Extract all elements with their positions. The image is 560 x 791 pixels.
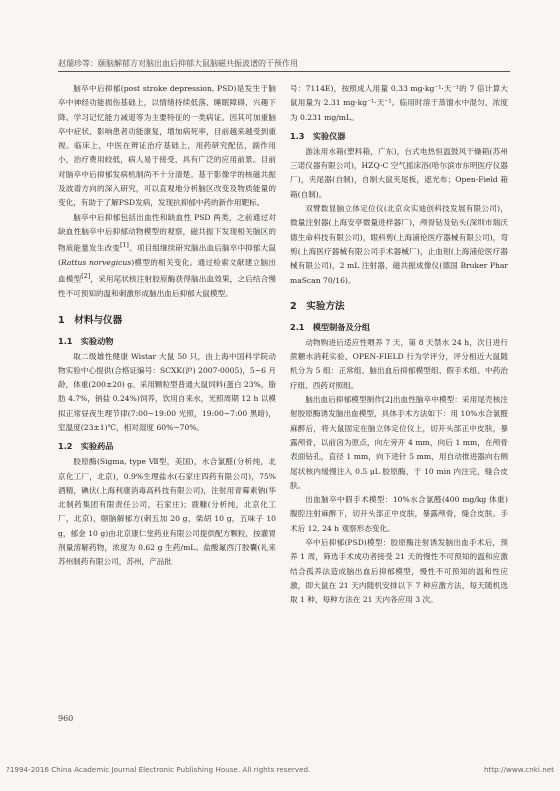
intro-p2-text-d: ，采用尾状核注射胶原酶获得脑出血效果，之后结合慢性不可预知的温和刺激形成脑出血后抑郁大鼠模型。 [58,274,277,299]
intro-p2-text-a: 脑卒中后抑郁包括出血性和缺血性 PSD 两类，之前通过对缺血性脑卒中后抑郁动物模型的观察，磁共振下发现相关脑区的物质能量发生改变 [58,212,276,253]
running-header: 赵瑞珍等：颐脑解郁方对脑出血后抑郁大鼠脑磁共振波谱的干预作用 [58,59,298,68]
header-rule [58,71,510,72]
instruments-paragraph-2: 双臂数显脑立体定位仪(北京众实迪创科技发展有限公司)，微量注射器(上海安亭微量进样器厂)，颅骨钻及钻头(深圳市瑞沃德生命科技有限公司)，眼科剪(上海浦伦医疗器械有限公司)，弯剪(上海医疗器械有限公司手术器械厂)，止血钳(上海浦伦医疗器械有限公司)，2 mL 注射器，磁共振成像仪(德国 Bruker PharmaScan 70/16)。 [290,204,508,285]
subsection-heading-drugs: 1.2 实验药品 [58,441,114,452]
intro-p2-text-c: )模型的相关变化。通过检索文献建立脑出血模型 [58,258,276,284]
footer-copyright: ?1994-2016 China Academic Journal Electronic Publishing House. All rights reserved. [6,765,311,774]
citation-2: [2] [81,273,91,281]
left-column [58,82,276,570]
right-column [290,82,508,608]
animals-paragraph: 取二级雄性健康 Wistar 大鼠 50 只，由上海中国科学院动物实验中心提供(合格证编号：SCXK(沪) 2007-0005)，5~6 月龄，体重(200±20) g。采用颗粒型普通大鼠饲料(蛋白 23%，脂肪 4.7%，钠盐 0.24%)饲养，饮用自来水，光照周期 12 h 以模拟正常昼夜生理节律(7:00~19:00 光照，19:00~7:00 黑暗)，室温度(23±1)℃，相对湿度 60%~70%。 [58,351,276,432]
subsection-heading-animals: 1.1 实验动物 [58,335,114,346]
citation-1: [1] [119,242,129,250]
subsection-heading-model: 2.1 模型制备及分组 [290,321,371,332]
section-heading-methods: 2 实验方法 [290,300,345,312]
intro-paragraph-2 [58,211,276,302]
subsection-heading-instruments: 1.3 实验仪器 [290,130,346,141]
species-name: Rattus norvegicus [60,258,132,268]
model-paragraph-1: 动物购进后适应性喂养 7 天，第 8 天禁水 24 h，次日进行蔗糖水消耗实验、OPEN-FIELD 行为学评分，评分相近大鼠随机分为 5 组：正常组、脑出血后抑郁模型组、假手术组、中药治疗组、西药对照组。 [290,337,508,390]
model-paragraph-3: 出血脑卒中假手术模型：10%水合氯醛(400 mg/kg 体重)腹腔注射麻醉下，切开头部正中皮肤，暴露颅骨，缝合皮肤。手术后 12, 24 h 观察形态变化。 [290,495,508,533]
drugs-paragraph: 胶原酶(Sigma, type Ⅶ型，美国)，水合氯醛(分析纯，北京化工厂，北京)，0.9%生理盐水(石家庄四药有限公司)，75%酒精，碘伏(上海利康消毒高科技有限公司)，注射用青霉素钠(华北制药集团有限责任公司，石家庄)；鹿糠(分析纯，北京化工厂，北京)，颐脑解郁方(刺五加 20 g，柴胡 10 g，五味子 10 g，郁金 10 g)由北京康仁堂药业有限公司提供配方颗粒，按灌胃剂量溶解药物，浓度为 0.62 g 生药/mL。盐酸氟西汀胶囊(礼来苏州制药有限公司，苏州，产品批 [58,457,276,567]
model-paragraph-2: 脑出血后抑郁模型制作[2]出血性脑卒中模型：采用尾壳核注射胶原酶诱发脑出血模型，具体手术方法如下：用 10%水合氯醛麻醉后，将大鼠固定在脑立体定位仪上，切开头部正中皮肤，暴露颅骨，以前囟为原点，向左旁开 4 mm，向后 1 mm，在颅骨表面钻孔，直径 1 mm，向下进针 5 mm，用自动推进器向右侧尾状核内缓慢注入 0.5 μL 胶原酶，于 10 min 内注完，缝合皮肤。 [290,395,508,490]
section-heading-materials: 1 材料与仪器 [58,314,123,326]
intro-paragraph-1: 脑卒中后抑郁(post stroke depression, PSD)是发生于脑卒中神经功能损伤基础上，以情绪持续低落、睡眠障碍、兴趣下降、学习记忆能力减退等为主要特征的一类病证。因其可加重脑卒中症状、影响患者功能康复，增加病死率，目前越来越受到重视。临床上，中医在辨证治疗基础上，用药研究配伍，副作用小，治疗费用较低，病人易于接受，具有广泛的应用前景。目前对脑卒中后抑郁发病机制尚不十分清楚。基于影像学的核磁共振及波谱方向的深入研究，可以直观地分析脑区改变及物质能量的变化，有助于了解PSD发病，发现抗抑郁中药的新作用靶标。 [58,84,276,208]
instruments-paragraph-1: 游泳用水箱(塑料箱，广东)，台式电热恒温鼓风干燥箱(苏州三诺仪器有限公司)，HZQ-C 空气摇床浴(哈尔滨市东明医疗仪器厂)，夹尾器(自制)，自制大鼠夹尾板，遮光布；Open-Field 箱箱(自制)。 [290,146,508,199]
page-number: 960 [58,714,74,723]
intro-p2-text-b: 。项目组继续研究脑出血后脑卒中抑郁大鼠( [58,243,276,268]
footer-url-link[interactable]: http://www.cnki.net [483,765,554,774]
model-paragraph-4: 卒中后抑郁(PSD)模型：胶原酶注射诱发脑出血手术后，预养 1 周，筛选手术成功者接受 21 天的慢性不可预知的温和应激结合孤养法造成脑出血后抑郁模型，慢性不可预知的温和性应激，即大鼠在 21 天内随机安排以下 7 种应激方法，每天随机选取 1 种，每种方法在 21 天内各应用 3 次。 [290,538,508,605]
drugs-continued-paragraph: 号：7114E)，按照成人用量 0.33 mg·kg⁻¹·天⁻¹的 7 倍计算大鼠用量为 2.31 mg·kg⁻¹·天⁻¹。临用时溶于蒸馏水中混匀，浓度为 0.231 mg/mL。 [290,84,508,122]
